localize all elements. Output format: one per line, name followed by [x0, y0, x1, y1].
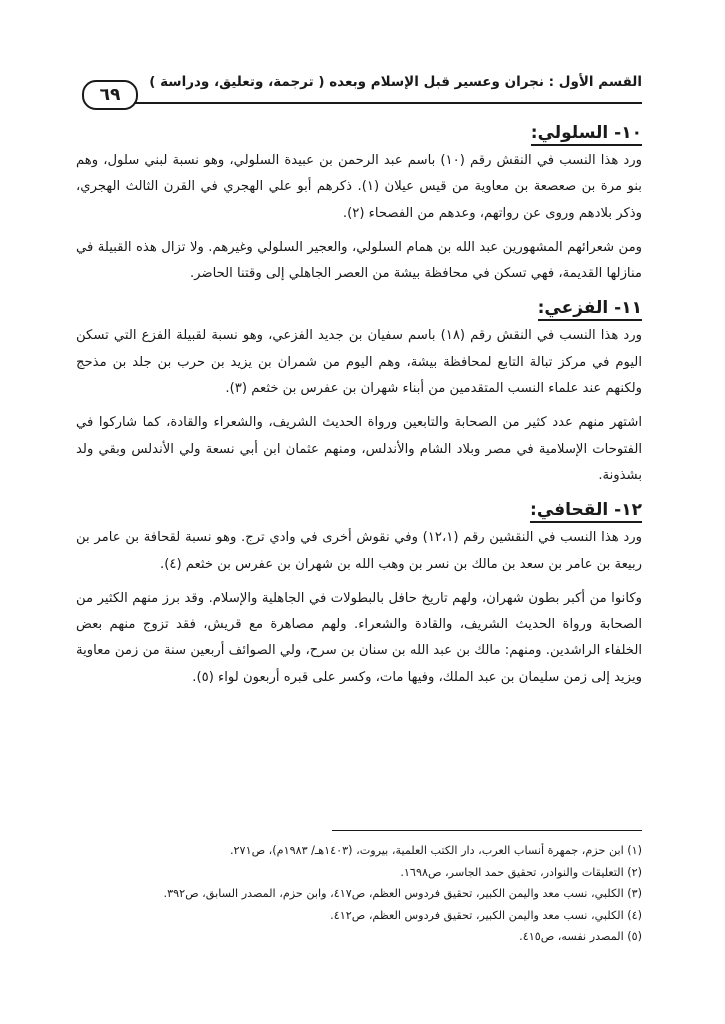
running-header-title: القسم الأول : نجران وعسير قبل الإسلام وبعده ( ترجمة، وتعليق، ودراسة ) [149, 74, 642, 90]
footnote-divider [332, 830, 642, 831]
footnote-item: (٣) الكلبي، نسب معد واليمن الكبير، تحقيق فردوس العظم، ص٤١٧، وابن حزم، المصدر السابق، ص٣٩٢. [163, 887, 642, 900]
section-salouli [76, 120, 642, 287]
footnotes [150, 840, 642, 948]
footnote-item: (٥) المصدر نفسه، ص٤١٥. [519, 930, 642, 943]
main-content [76, 120, 642, 691]
header-divider [134, 102, 642, 104]
paragraph: ورد هذا النسب في النقش رقم (١٨) باسم سفيان بن جديد الفزعي، وهو نسبة لقبيلة الفزع التي تسكن اليوم في مركز تبالة التابع لمحافظة بيشة، وهم اليوم من شمران بن يزيد بن حرب بن جلد بن مذحج ولكنهم عند علماء النسب المتقدمين من أبناء شهران بن عفرس بن خثعم (٣). [76, 328, 642, 397]
footnote-item: (٤) الكلبي، نسب معد واليمن الكبير، تحقيق فردوس العظم، ص٤١٢. [330, 908, 642, 922]
paragraph: ومن شعرائهم المشهورين عبد الله بن همام السلولي، والعجير السلولي وغيرهم. ولا تزال هذه القبيلة في منازلها القديمة، فهي تسكن في محافظة بيشة من العصر الجاهلي إلى وقتنا الحاضر. [76, 239, 642, 282]
section-heading: ١٢- القحافي: [76, 497, 642, 523]
footnote-item: (٢) التعليقات والنوادر، تحقيق حمد الجاسر، ص١٦٩٨. [400, 865, 642, 879]
paragraph: اشتهر منهم عدد كثير من الصحابة والتابعين ورواة الحديث الشريف، والشعراء والقادة، كما شاركوا في الفتوحات الإسلامية في مصر وبلاد الشام والأندلس، ومنهم عثمان ابن أبي نسعة ولي الأندلس وبقي ولد بشذونة. [76, 415, 642, 483]
page-number: ٦٩ [82, 80, 138, 110]
section-qahafi [76, 497, 642, 691]
footnote-item: (١) ابن حزم، جمهرة أنساب العرب، دار الكتب العلمية، بيروت، (١٤٠٣هـ/ ١٩٨٣م)، ص٢٧١. [229, 844, 642, 857]
page-header [82, 72, 642, 105]
section-heading: ١١- الفزعي: [76, 295, 642, 321]
paragraph: وكانوا من أكبر بطون شهران، ولهم تاريخ حافل بالبطولات في الجاهلية والإسلام. وقد برز منهم الكثير من الصحابة ورواة الحديث الشريف، والقادة والشعراء. ولهم مصاهرة مع قريش، فقد تزوج منهم بعض الخلفاء الراشدين. ومنهم: مالك بن عبد الله بن سنان بن سرح، ولي الصوائف أربعين سنة من زمن معاوية ويزيد إلى زمن سليمان بن عبد الملك، وفيها مات، وكسر على قبره أربعون لواء (٥). [76, 590, 642, 685]
section-fazaei [76, 295, 642, 489]
section-heading: ١٠- السلولي: [76, 120, 642, 146]
paragraph: ورد هذا النسب في النقش رقم (١٠) باسم عبد الرحمن بن عبيدة السلولي، وهو نسبة لبني سلول، وهم بنو مرة بن صعصعة بن معاوية من قيس عيلان (١). ذكرهم أبو علي الهجري في القرن الثالث الهجري، وذكر بلادهم وروى عن رواتهم، وعدهم من الفصحاء (٢). [76, 153, 642, 221]
paragraph: ورد هذا النسب في النقشين رقم (١٢،١) وفي نقوش أخرى في وادي ترج. وهو نسبة لقحافة بن عامر بن ربيعة بن عامر بن سعد بن مالك بن نسر بن وهب الله بن شهران بن عفرس بن خثعم (٤). [76, 530, 643, 572]
